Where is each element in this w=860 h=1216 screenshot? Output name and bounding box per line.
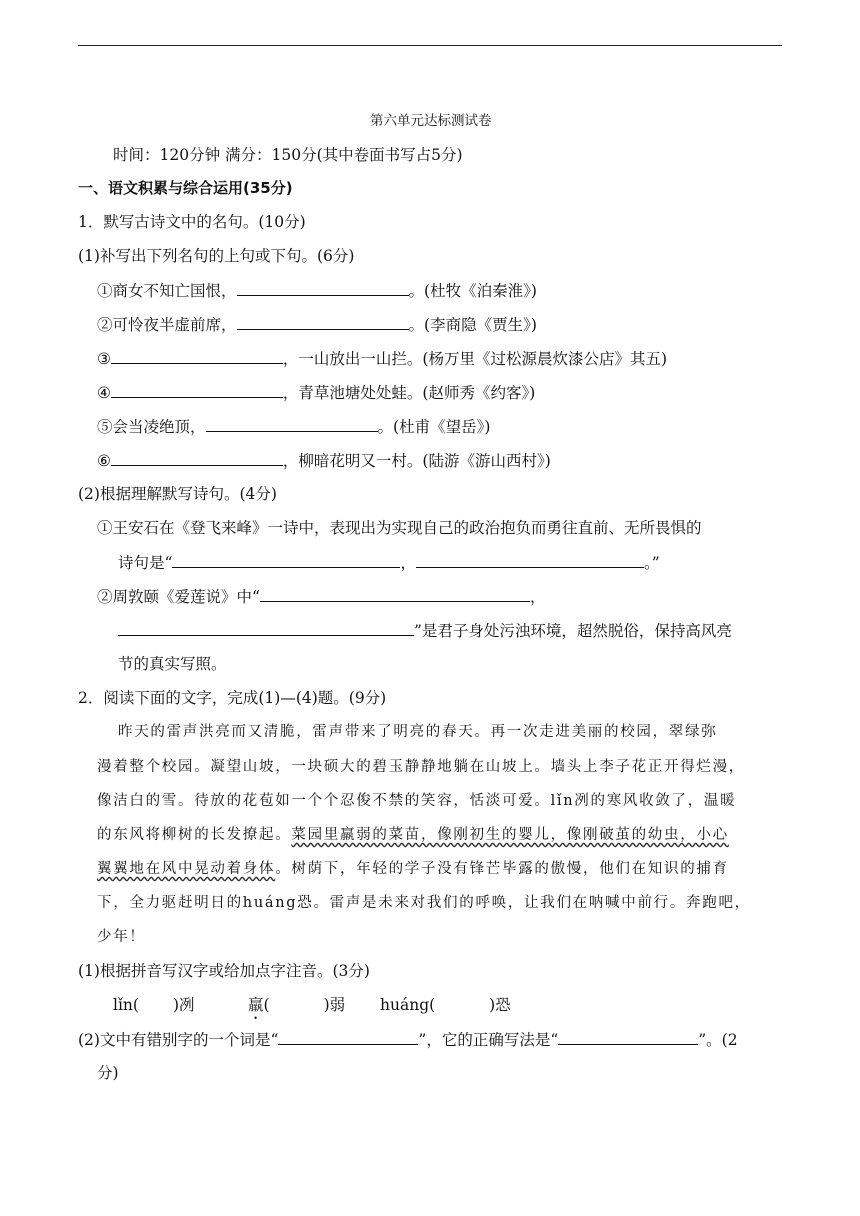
wavy-underlined-sentence: 菜园里羸弱的菜苗，像刚初生的婴儿，像刚破茧的幼虫，小心	[291, 827, 729, 843]
fill-item-prefix: ③	[97, 350, 111, 368]
pinyin-item	[380, 995, 511, 1015]
fill-item-middle: ”，它的正确写法是“	[418, 1031, 559, 1049]
fill-item-prefix: 诗句是“	[118, 554, 173, 572]
fill-item-prefix: ②可怜夜半虚前席，	[97, 316, 237, 334]
fill-item-suffix: 。(李商隐《贾生》)	[408, 316, 537, 334]
prompt-line: 节的真实写照。	[118, 655, 227, 673]
answer-blank[interactable]	[237, 314, 409, 330]
answer-blank[interactable]	[111, 450, 283, 466]
passage-line: 像洁白的雪。待放的花苞如一个个忍俊不禁的笑容，恬淡可爱。lǐn冽的寒风收敛了，温暖	[97, 793, 737, 809]
fill-item-suffix: ，一山放出一山拦。(杨万里《过松源晨炊漆公店》其五)	[282, 350, 668, 368]
passage-line: 昨天的雷声洪亮而又清脆，雷声带来了明亮的春天。再一次走进美丽的校园，翠绿弥	[118, 724, 718, 740]
answer-blank[interactable]	[206, 416, 378, 432]
fill-item-prefix: ①商女不知亡国恨，	[97, 282, 237, 300]
fill-item-prefix: (2)文中有错别字的一个词是“	[78, 1031, 279, 1049]
answer-blank[interactable]	[111, 348, 283, 364]
section-heading: 一、语文积累与综合运用(35分)	[78, 179, 293, 197]
pinyin-suffix: )弱	[323, 996, 346, 1014]
fill-item	[97, 280, 537, 301]
fill-item-prefix: ②周敦颐《爱莲说》中“	[97, 588, 260, 606]
answer-blank[interactable]	[416, 552, 644, 568]
answer-blank[interactable]	[260, 586, 530, 602]
fill-item-suffix: ”。(2	[698, 1031, 738, 1049]
fill-item	[97, 450, 551, 471]
fill-item	[97, 348, 667, 369]
passage-line: 少年！	[97, 929, 146, 945]
fill-item-suffix: 。(杜甫《望岳》)	[377, 418, 491, 436]
fill-item	[78, 1029, 738, 1050]
fill-item-continuation: 分)	[97, 1064, 119, 1082]
fill-item	[97, 314, 537, 335]
fill-item-prefix: ⑥	[97, 452, 111, 470]
fill-item-prefix: ④	[97, 384, 111, 402]
fill-item	[118, 552, 660, 573]
pinyin-suffix: )冽	[172, 996, 195, 1014]
fill-item-suffix: 。”	[643, 554, 660, 572]
passage-text: 。树荫下，年轻的学子没有锋芒毕露的傲慢，他们在知识的捕育	[275, 861, 729, 877]
passage-line	[97, 859, 729, 879]
exam-meta: 时间：120分钟 满分：150分(其中卷面书写占5分)	[113, 146, 463, 164]
prompt-line: ①王安石在《登飞来峰》一诗中，表现出为实现自己的政治抱负而勇往直前、无所畏惧的	[97, 519, 702, 537]
page-title: 第六单元达标测试卷	[370, 113, 492, 129]
pinyin-item	[113, 995, 195, 1015]
fill-item-suffix: ”是君子身处污浊环境，超然脱俗，保持高风亮	[414, 622, 732, 640]
answer-blank[interactable]	[172, 552, 400, 568]
question-1-part-1-stem: (1)补写出下列名句的上句或下句。(6分)	[78, 247, 355, 265]
wavy-underlined-sentence: 翼翼地在风中晃动着身体	[97, 861, 276, 877]
pinyin-item	[248, 995, 345, 1023]
pinyin-prompt: huáng(	[380, 996, 436, 1014]
fill-item-suffix: ，柳暗花明又一村。(陆游《游山西村》)	[282, 452, 551, 470]
passage-line: 漫着整个校园。凝望山坡，一块硕大的碧玉静静地躺在山坡上。墙头上李子花正开得烂漫，	[97, 759, 745, 775]
pinyin-suffix: )恐	[489, 996, 511, 1014]
dotted-character: 羸	[248, 996, 264, 1014]
fill-item-prefix: ⑤会当凌绝顶，	[97, 418, 206, 436]
question-2-part-1-stem: (1)根据拼音写汉字或给加点字注音。(3分)	[78, 962, 370, 980]
pinyin-open: (	[263, 996, 270, 1014]
answer-blank[interactable]	[118, 620, 414, 636]
fill-item	[97, 586, 545, 607]
passage-text: 的东风将柳树的长发撩起。	[97, 827, 292, 843]
fill-item	[118, 620, 732, 641]
fill-item-suffix: ，青草池塘处处蛙。(赵师秀《约客》)	[282, 384, 536, 402]
answer-blank[interactable]	[278, 1029, 418, 1045]
answer-blank[interactable]	[111, 382, 283, 398]
fill-item-suffix: 。(杜牧《泊秦淮》)	[408, 282, 537, 300]
answer-blank[interactable]	[237, 280, 409, 296]
question-1-part-2-stem: (2)根据理解默写诗句。(4分)	[78, 485, 277, 503]
passage-line	[97, 825, 729, 845]
answer-blank[interactable]	[558, 1029, 698, 1045]
fill-item-separator: ，	[400, 554, 416, 572]
fill-item	[97, 416, 490, 437]
fill-item	[97, 382, 535, 403]
pinyin-prompt: lǐn(	[113, 996, 139, 1014]
question-2-stem: 2．阅读下面的文字，完成(1)—(4)题。(9分)	[78, 689, 387, 707]
fill-item-suffix: ，	[529, 588, 546, 606]
header-rule	[78, 45, 782, 46]
question-1-stem: 1．默写古诗文中的名句。(10分)	[78, 213, 306, 231]
passage-line: 下，全力驱赶明日的huáng恐。雷声是未来对我们的呼唤，让我们在呐喊中前行。奔跑吧，	[97, 895, 751, 911]
